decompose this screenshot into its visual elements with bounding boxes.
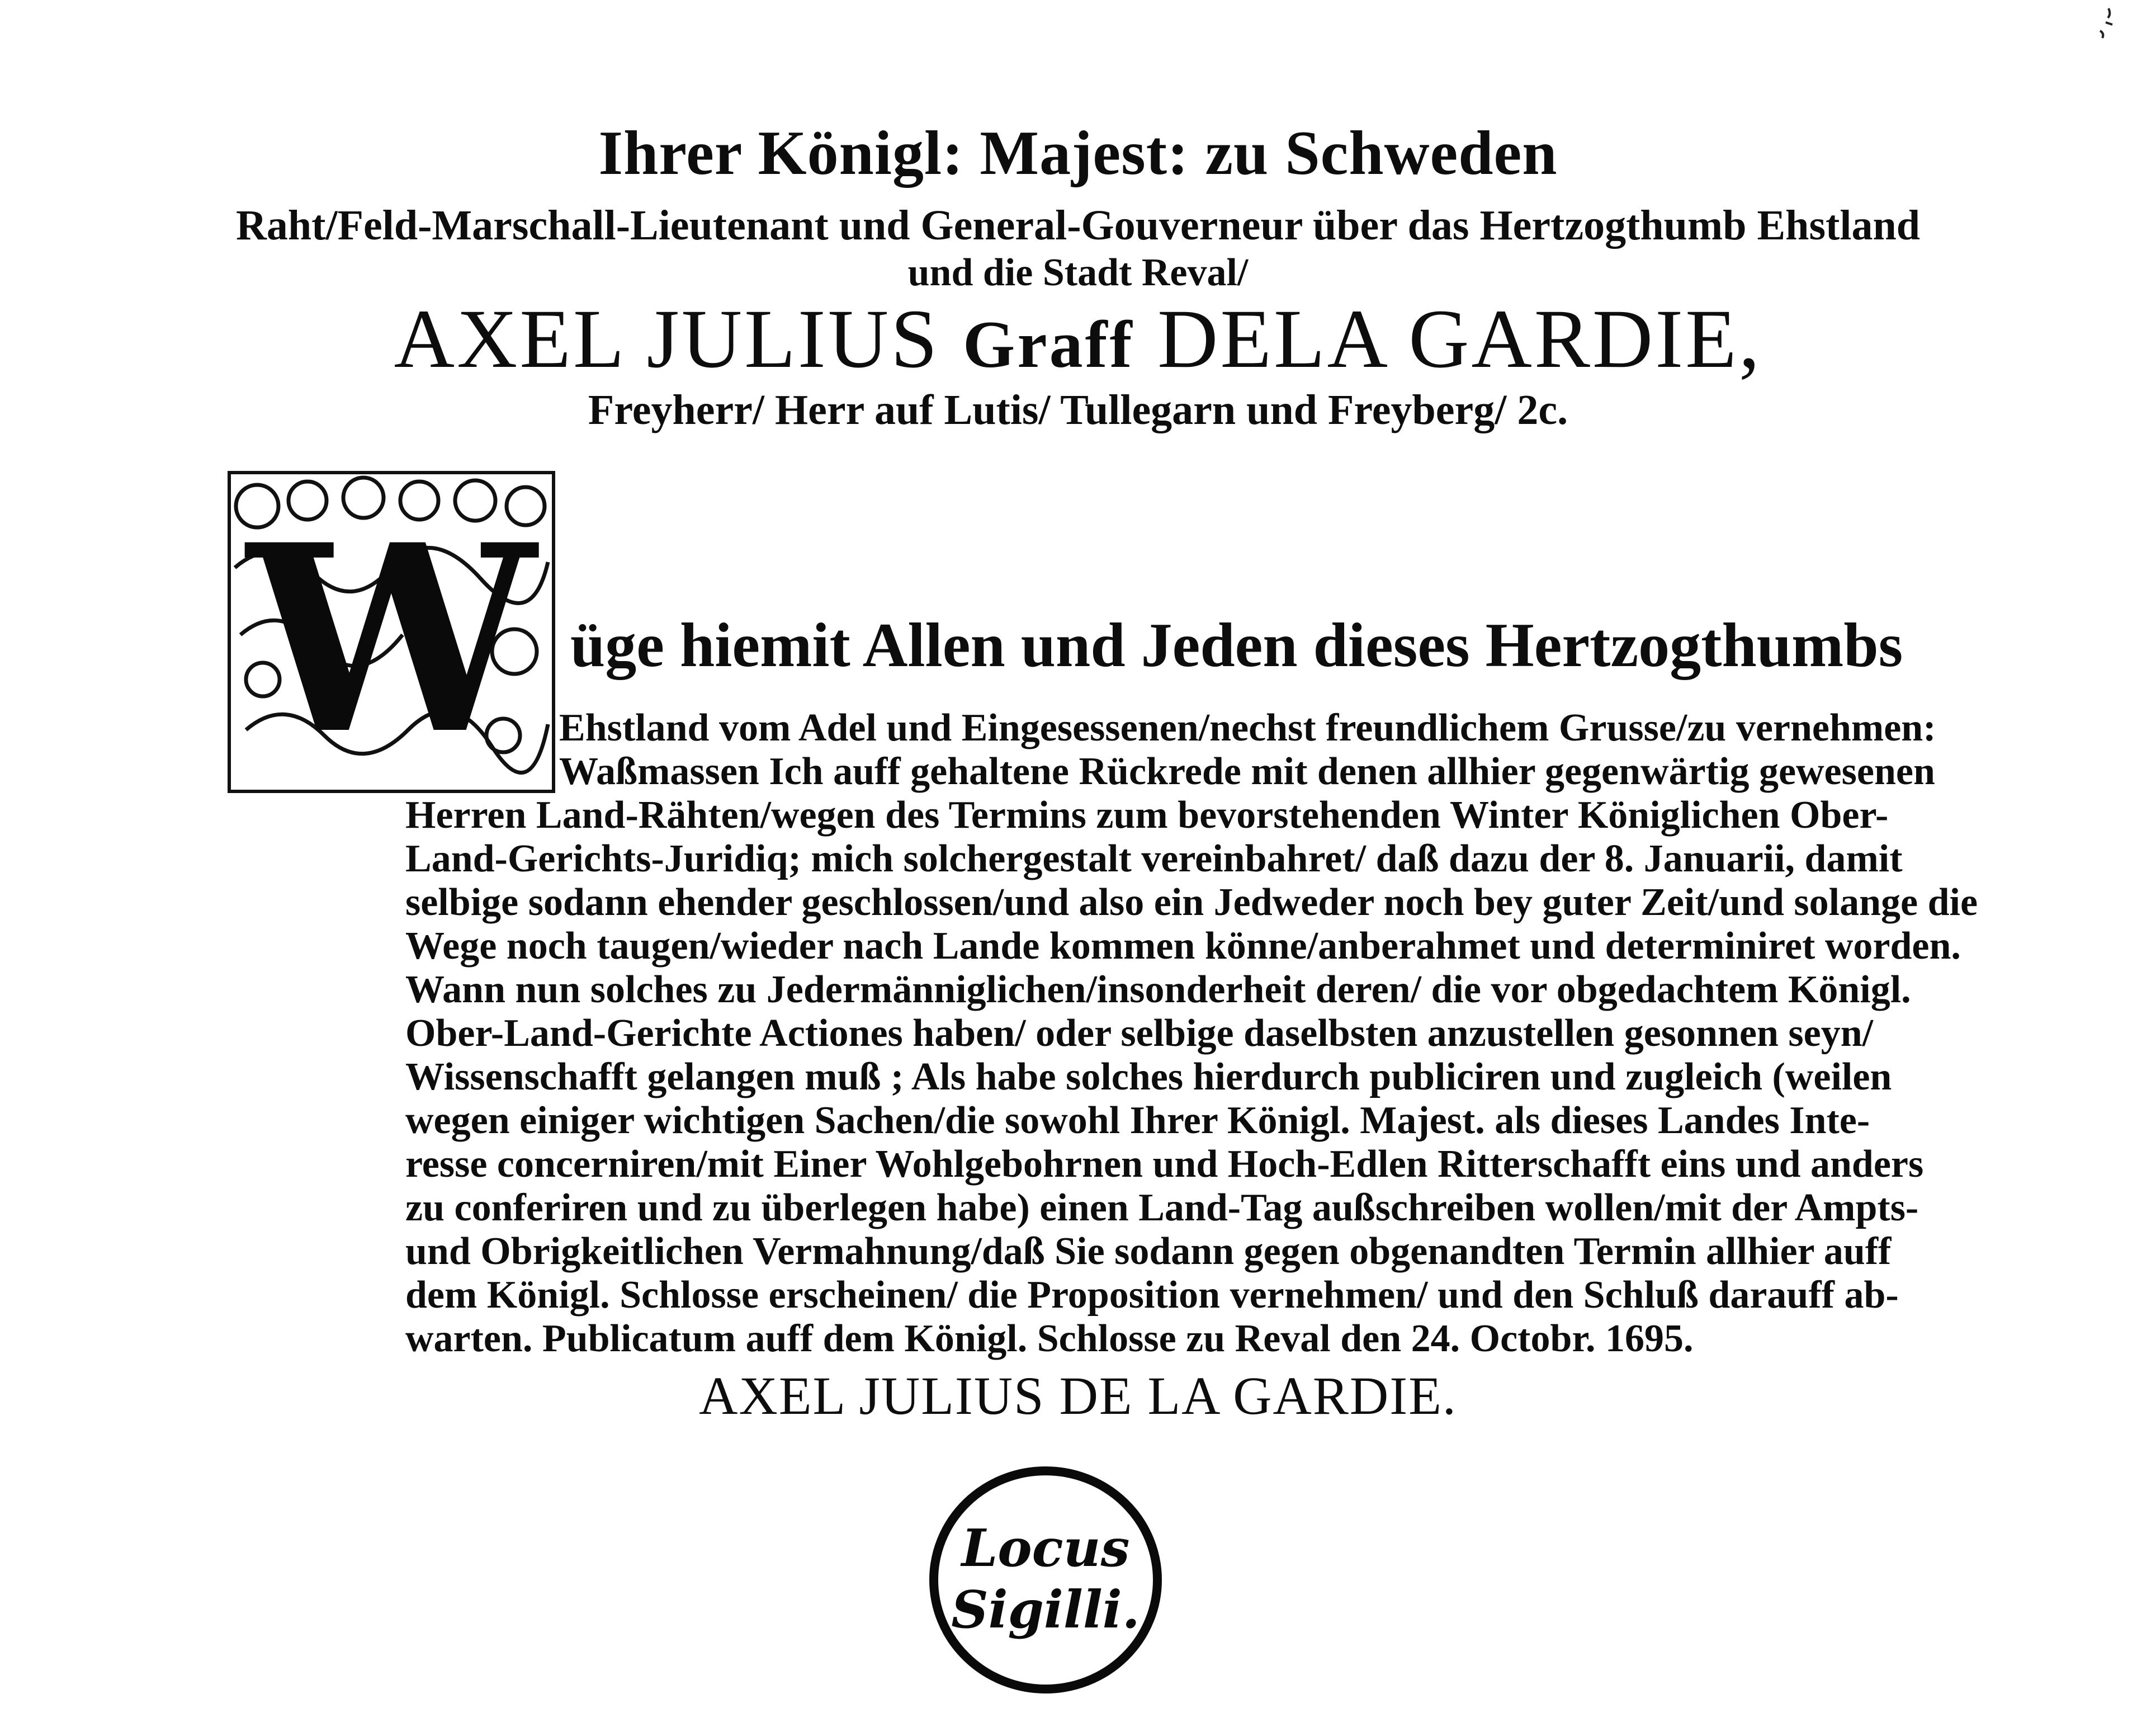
body-line: selbige sodann ehender geschlossen/und also ein Jedweder noch bey guter Zeit/und solange die [405, 881, 1978, 924]
body-line: Herren Land-Rähten/wegen des Termins zum bevorstehenden Winter Königlichen Ober- [405, 794, 1889, 837]
seal-text-1: Locus [961, 1518, 1130, 1578]
body-line: zu conferiren und zu überlegen habe) einen Land-Tag außschreiben wollen/mit der Ampts- [405, 1186, 1919, 1229]
decorated-initial [224, 467, 559, 797]
name-line [0, 291, 2156, 387]
body-line: Ober-Land-Gerichte Actiones haben/ oder selbige daselbsten anzustellen gesonnen seyn/ [405, 1012, 1874, 1055]
header-line-1: Ihrer Königl: Majest: zu Schweden [598, 119, 1558, 188]
body-line: Wann nun solches zu Jedermänniglichen/insonderheit deren/ die vor obgedachtem Königl. [405, 968, 1911, 1011]
name-part-2: DELA GARDIE, [1157, 293, 1762, 385]
initial-letter: W [247, 489, 536, 791]
body-indented-line: Waßmassen Ich auff gehaltene Rückrede mit denen allhier gegenwärtig gewesenen [559, 750, 1935, 793]
header-line-3: und die Stadt Reval/ [907, 251, 1249, 294]
body-line: Wissenschafft gelangen muß ; Als habe solches hierdurch publiciren und zugleich (weilen [405, 1055, 1892, 1098]
body-line: Wege noch taugen/wieder nach Lande kommen könne/anberahmet und determiniret worden. [405, 924, 1961, 968]
seal-text-2: Sigilli. [951, 1579, 1140, 1640]
body-line: wegen einiger wichtigen Sachen/die sowohl Ihrer Königl. Majest. als dieses Landes Inte- [405, 1099, 1870, 1142]
body-line: und Obrigkeitlichen Vermahnung/daß Sie sodann gegen obgenandten Termin allhier auff [405, 1230, 1892, 1273]
margin-mark [2083, 6, 2117, 45]
name-part-1: AXEL JULIUS [394, 293, 940, 385]
body-line: resse concerniren/mit Einer Wohlgebohrnen und Hoch-Edlen Ritterschafft eins und anders [405, 1143, 1924, 1186]
body-line: dem Königl. Schlosse erscheinen/ die Proposition vernehmen/ und den Schluß darauff ab- [405, 1273, 1899, 1317]
seal-placeholder [923, 1460, 1169, 1700]
header-line-2: Raht/Feld-Marschall-Lieutenant und General-Gouverneur über das Hertzogthumb Ehstland [236, 202, 1920, 249]
body-line: warten. Publicatum auff dem Königl. Schlosse zu Reval den 24. Octobr. 1695. [405, 1317, 1694, 1360]
body-indented-line: Ehstland vom Adel und Eingesessenen/nechst freundlichem Grusse/zu vernehmen: [559, 706, 1936, 749]
signature: AXEL JULIUS DE LA GARDIE. [699, 1366, 1457, 1426]
titles-line: Freyherr/ Herr auf Lutis/ Tullegarn und Freyberg/ 2c. [588, 386, 1568, 433]
body-first-line: üge hiemit Allen und Jeden dieses Hertzogthumbs [570, 611, 1903, 680]
body-line: Land-Gerichts-Juridiq; mich solchergestalt vereinbahret/ daß dazu der 8. Januarii, damit [405, 837, 1903, 880]
name-graff: Graff [963, 307, 1134, 381]
